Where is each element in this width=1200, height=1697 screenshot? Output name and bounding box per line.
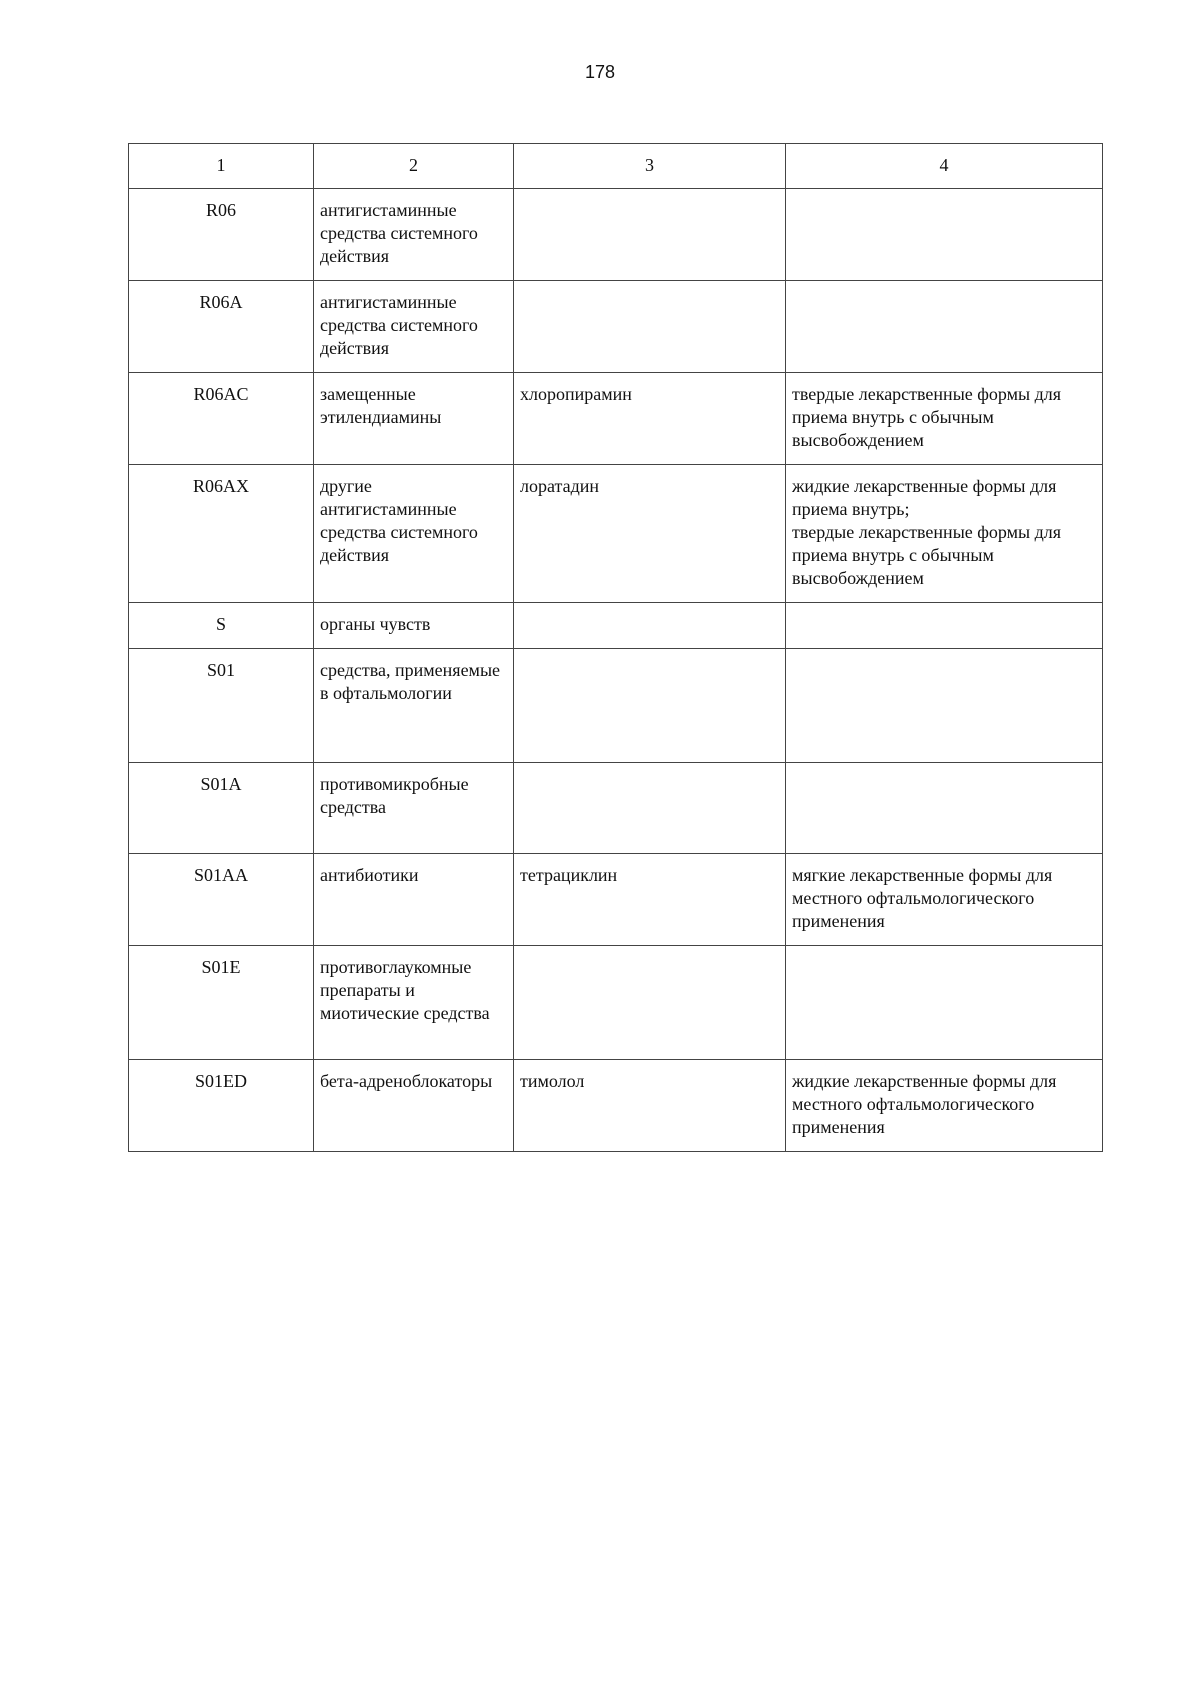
group-name-cell: органы чувств bbox=[314, 603, 514, 649]
drug-table bbox=[128, 143, 1103, 1152]
atc-code-cell: R06AX bbox=[129, 465, 314, 603]
drug-name-cell: лоратадин bbox=[514, 465, 786, 603]
group-name-cell: антибиотики bbox=[314, 854, 514, 946]
atc-code-cell: S01AA bbox=[129, 854, 314, 946]
table-row bbox=[129, 281, 1103, 373]
dosage-form-cell: твердые лекарственные формы для приема внутрь с обычным высвобождением bbox=[786, 373, 1103, 465]
group-name-cell: замещенные этилендиамины bbox=[314, 373, 514, 465]
atc-code-cell: S01ED bbox=[129, 1060, 314, 1152]
atc-code-cell: S01E bbox=[129, 946, 314, 1060]
header-cell-3: 3 bbox=[514, 144, 786, 189]
table-body bbox=[129, 189, 1103, 1152]
atc-code-cell: R06A bbox=[129, 281, 314, 373]
table-row bbox=[129, 854, 1103, 946]
header-cell-4: 4 bbox=[786, 144, 1103, 189]
atc-code-cell: R06 bbox=[129, 189, 314, 281]
header-cell-2: 2 bbox=[314, 144, 514, 189]
dosage-form-cell: жидкие лекарственные формы для местного офтальмологического применения bbox=[786, 1060, 1103, 1152]
drug-name-cell: тимолол bbox=[514, 1060, 786, 1152]
table-row bbox=[129, 649, 1103, 763]
dosage-form-cell bbox=[786, 946, 1103, 1060]
table-row bbox=[129, 763, 1103, 854]
table-row bbox=[129, 373, 1103, 465]
group-name-cell: противоглаукомные препараты и миотические средства bbox=[314, 946, 514, 1060]
group-name-cell: другие антигистаминные средства системного действия bbox=[314, 465, 514, 603]
atc-code-cell: S01A bbox=[129, 763, 314, 854]
drug-name-cell: хлоропирамин bbox=[514, 373, 786, 465]
table-row bbox=[129, 946, 1103, 1060]
header-row bbox=[129, 144, 1103, 189]
dosage-form-cell: жидкие лекарственные формы для приема внутрь; твердые лекарственные формы для приема внутрь с обычным высвобождением bbox=[786, 465, 1103, 603]
atc-code-cell: S01 bbox=[129, 649, 314, 763]
drug-name-cell: тетрациклин bbox=[514, 854, 786, 946]
dosage-form-cell bbox=[786, 763, 1103, 854]
dosage-form-cell bbox=[786, 281, 1103, 373]
group-name-cell: антигистаминные средства системного действия bbox=[314, 189, 514, 281]
drug-name-cell bbox=[514, 649, 786, 763]
group-name-cell: антигистаминные средства системного действия bbox=[314, 281, 514, 373]
atc-code-cell: R06AC bbox=[129, 373, 314, 465]
table-row bbox=[129, 465, 1103, 603]
drug-name-cell bbox=[514, 763, 786, 854]
table-row bbox=[129, 603, 1103, 649]
drug-name-cell bbox=[514, 946, 786, 1060]
atc-code-cell: S bbox=[129, 603, 314, 649]
table-row bbox=[129, 189, 1103, 281]
dosage-form-cell bbox=[786, 603, 1103, 649]
table-row bbox=[129, 1060, 1103, 1152]
group-name-cell: бета-адреноблокаторы bbox=[314, 1060, 514, 1152]
dosage-form-cell bbox=[786, 189, 1103, 281]
drug-name-cell bbox=[514, 603, 786, 649]
dosage-form-cell bbox=[786, 649, 1103, 763]
drug-name-cell bbox=[514, 281, 786, 373]
header-cell-1: 1 bbox=[129, 144, 314, 189]
dosage-form-cell: мягкие лекарственные формы для местного офтальмологического применения bbox=[786, 854, 1103, 946]
group-name-cell: средства, применяемые в офтальмологии bbox=[314, 649, 514, 763]
page-number: 178 bbox=[584, 62, 616, 82]
drug-name-cell bbox=[514, 189, 786, 281]
group-name-cell: противомикробные средства bbox=[314, 763, 514, 854]
